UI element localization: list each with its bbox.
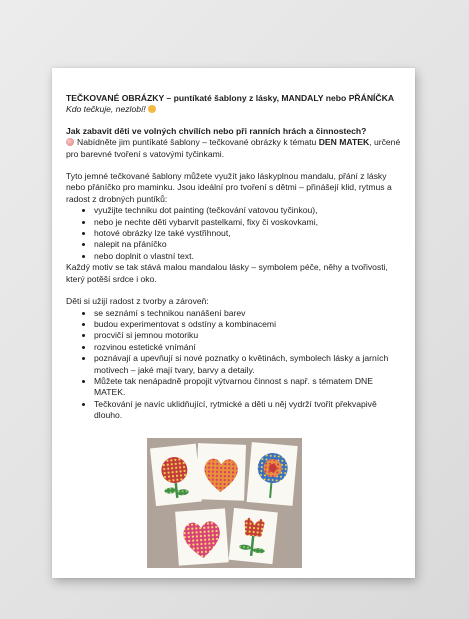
list-item: • procvičí si jemnou motoriku	[94, 330, 403, 341]
question-heading: Jak zabavit děti ve volných chvílích nebo při ranních hrách a činnostech?	[66, 125, 367, 136]
subtitle-text: Kdo tečkuje, nezlobí!	[66, 104, 146, 115]
bullet-list-1	[66, 205, 403, 262]
smile-emoji-icon	[148, 105, 156, 113]
list-item: • nalepit na přáníčko	[94, 239, 403, 250]
list-item: • využijte techniku dot painting (tečkování vatovou tyčinkou),	[94, 205, 403, 216]
paragraph-2: Každý motiv se tak stává malou mandalou lásky – symbolem péče, něhy a tvořivosti, který potěší srdce i oko.	[66, 262, 388, 284]
document-subtitle	[66, 104, 403, 115]
intro-paragraph	[66, 137, 403, 160]
document-page	[52, 68, 415, 578]
dots-emoji-icon	[66, 138, 74, 146]
list-item: • rozvinou estetické vnímání	[94, 342, 403, 353]
list-item: • budou experimentovat s odstíny a kombinacemi	[94, 319, 403, 330]
bullet-list-2	[66, 308, 403, 422]
list-item: • nebo je nechte děti vybarvit pastelkami, fixy či voskovkami,	[94, 217, 403, 228]
list-item: • hotové obrázky lze také vystřihnout,	[94, 228, 403, 239]
intro-bold: DEN MATEK	[318, 137, 370, 148]
dot-art-photo	[147, 438, 302, 568]
list-item: • poznávají a upevňují si nové poznatky o květinách, symbolech lásky a jarních motivech – jaké mají tvary, barvy a detaily.	[94, 353, 403, 376]
list-item: • se seznámí s technikou nanášení barev	[94, 308, 403, 319]
intro-before: Nabídněte jim puntíkaté šablony – tečkované obrázky k tématu	[77, 137, 319, 148]
document-title: TEČKOVANÉ OBRÁZKY – puntíkaté šablony z lásky, MANDALY nebo PŘÁNÍČKA	[66, 93, 395, 103]
paragraph-3: Děti si užijí radost z tvorby a zároveň:	[66, 296, 209, 307]
list-item: • Můžete tak nenápadně propojit výtvarnou činnost s např. s tématem DNE MATEK.	[94, 376, 403, 399]
list-item: • nebo doplnit o vlastní text.	[94, 251, 403, 262]
list-item: • Tečkování je navíc uklidňující, rytmické a děti u něj vydrží tvořit překvapivě dlouho.	[94, 399, 403, 422]
paragraph-1: Tyto jemné tečkované šablony můžete využít jako láskyplnou mandalu, přání z lásky nebo přáníčko pro maminku. Jsou ideální pro tvoření s dětmi – přinášejí klid, rytmus a radost z drobných puntíků:	[66, 171, 392, 204]
intro-after: , určené pro barevné tvoření s vatovými tyčinkami.	[66, 137, 401, 159]
